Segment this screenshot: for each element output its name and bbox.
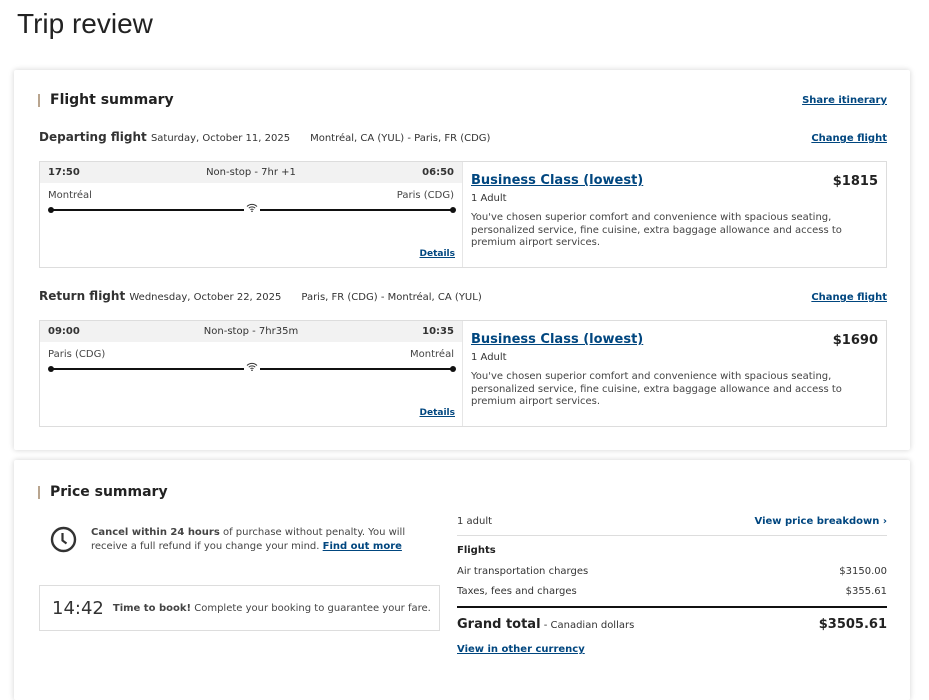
view-price-breakdown-label: View price breakdown <box>754 516 880 527</box>
wifi-icon <box>244 362 260 374</box>
clock-icon <box>50 526 77 557</box>
change-flight-link[interactable]: Change flight <box>811 133 887 144</box>
origin-city: Paris (CDG) <box>48 349 106 360</box>
fare-passengers: 1 Adult <box>471 352 507 363</box>
view-other-currency-link[interactable]: View in other currency <box>457 644 585 655</box>
price-breakdown <box>457 516 887 656</box>
departure-time: 17:50 <box>48 167 80 178</box>
line-label: Taxes, fees and charges <box>457 586 577 597</box>
fare-price: $1690 <box>832 333 878 348</box>
fare-description: You've chosen superior comfort and convenience with spacious seating, personalized service, fine cuisine, extra baggage allowance and access to premium airport services. <box>471 371 842 407</box>
flight-route-line <box>50 209 454 211</box>
fare-description: You've chosen superior comfort and convenience with spacious seating, personalized service, fine cuisine, extra baggage allowance and access to premium airport services. <box>471 212 842 248</box>
flight-header <box>39 130 490 144</box>
price-summary-heading: Price summary <box>38 486 168 499</box>
flight-label: Return flight <box>39 289 126 303</box>
flight-label: Departing flight <box>39 130 147 144</box>
fare-passengers: 1 Adult <box>471 193 507 204</box>
line-amount: $3150.00 <box>839 566 887 577</box>
line-label: Air transportation charges <box>457 566 589 577</box>
timer-value: 14:42 <box>52 597 104 619</box>
flight-route: Paris, FR (CDG) - Montréal, CA (YUL) <box>301 292 482 303</box>
cancel-policy-bold: Cancel within 24 hours <box>91 527 220 538</box>
destination-city: Montréal <box>410 349 454 360</box>
flight-header <box>39 289 482 303</box>
change-flight-link[interactable]: Change flight <box>811 292 887 303</box>
passenger-count: 1 adult <box>457 516 493 527</box>
booking-timer-box <box>39 585 440 631</box>
origin-city: Montréal <box>48 190 92 201</box>
view-price-breakdown-link[interactable] <box>755 516 887 527</box>
currency-note: - Canadian dollars <box>540 620 635 631</box>
flight-card <box>39 161 887 268</box>
grand-total-label: Grand total <box>457 617 541 632</box>
cancel-policy <box>91 526 441 553</box>
grand-total-value: $3505.61 <box>818 617 887 632</box>
details-link[interactable]: Details <box>419 408 455 418</box>
share-itinerary-link[interactable]: Share itinerary <box>802 95 887 106</box>
wifi-icon <box>244 203 260 215</box>
timer-bold: Time to book! <box>112 602 192 614</box>
destination-city: Paris (CDG) <box>396 190 454 201</box>
flight-date: Saturday, October 11, 2025 <box>150 133 291 144</box>
price-summary-card <box>14 460 910 700</box>
find-out-more-link[interactable]: Find out more <box>322 540 402 552</box>
fare-class-link[interactable]: Business Class (lowest) <box>471 173 644 188</box>
flight-route: Montréal, CA (YUL) - Paris, FR (CDG) <box>310 133 491 144</box>
fare-price: $1815 <box>832 174 878 189</box>
chevron-right-icon: › <box>882 516 887 527</box>
flights-label: Flights <box>457 545 496 556</box>
page-title: Trip review <box>17 8 153 39</box>
flight-date: Wednesday, October 22, 2025 <box>129 292 282 303</box>
flight-card <box>39 320 887 427</box>
flight-summary-heading: Flight summary <box>38 94 174 107</box>
flight-summary-card <box>14 70 910 450</box>
details-link[interactable]: Details <box>419 249 455 259</box>
timer-text: Complete your booking to guarantee your fare. <box>191 602 431 614</box>
flight-route-line <box>50 368 454 370</box>
departure-time: 09:00 <box>48 326 80 337</box>
line-amount: $355.61 <box>845 586 887 597</box>
arrival-time: 06:50 <box>422 167 454 178</box>
flight-duration: Non-stop - 7hr35m <box>203 326 299 337</box>
arrival-time: 10:35 <box>422 326 454 337</box>
flight-duration: Non-stop - 7hr +1 <box>206 167 296 178</box>
cancel-policy-text: of purchase without penalty. You will receive a full refund if you change your mind. <box>91 527 406 552</box>
fare-class-link[interactable]: Business Class (lowest) <box>471 332 644 347</box>
